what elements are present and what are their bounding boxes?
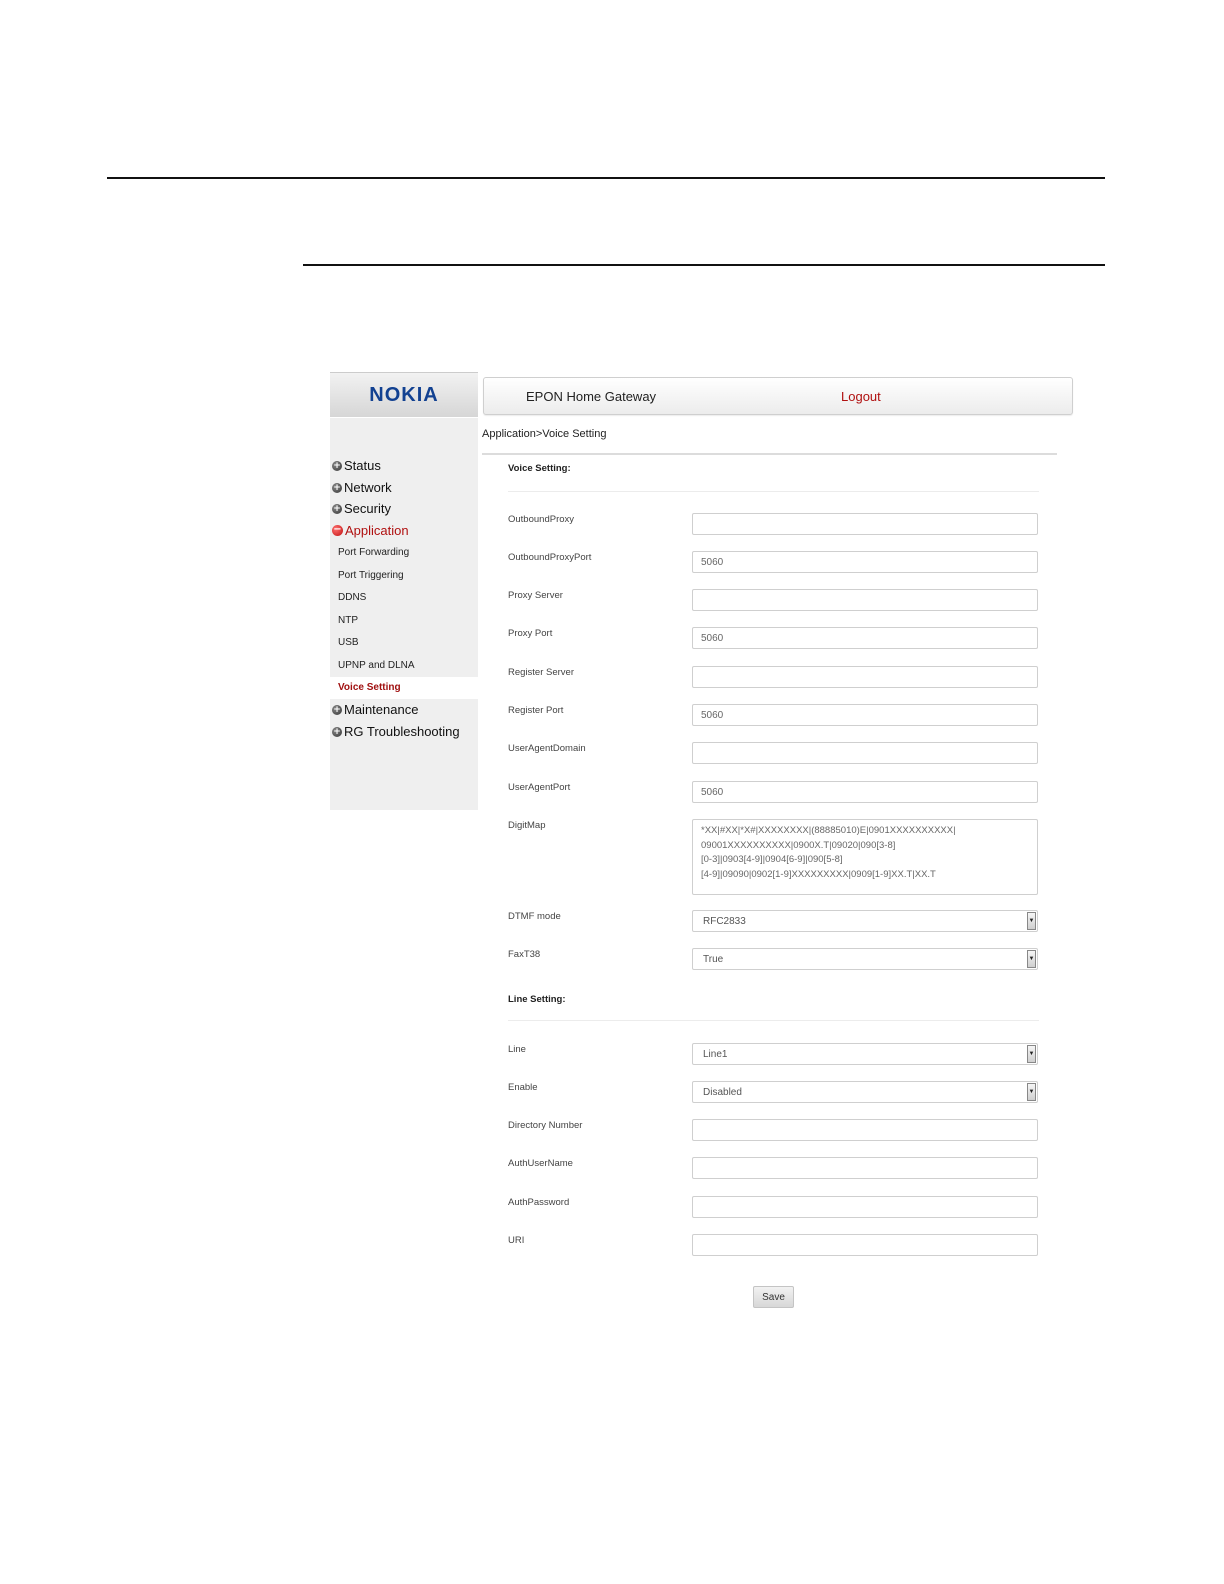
subnav-ddns[interactable]: DDNS [338,592,367,603]
proxy-port-label: Proxy Port [508,628,553,639]
enable-select[interactable] [692,1081,1038,1103]
nav-application[interactable] [332,523,409,538]
directory-number-label: Directory Number [508,1120,583,1131]
collapse-minus-icon: − [333,524,342,535]
user-agent-port-label: UserAgentPort [508,782,571,793]
voice-section-divider [508,491,1039,492]
nokia-logo: NOKIA [369,383,439,406]
outbound-proxy-input[interactable] [692,513,1038,535]
subnav-upnp-dlna[interactable]: UPNP and DLNA [338,660,415,671]
subnav-ntp[interactable]: NTP [338,615,358,626]
expand-plus-icon: + [333,704,341,715]
fax-t38-value: True [703,954,724,965]
register-port-label: Register Port [508,705,564,716]
chevron-down-icon: ▼ [1027,912,1036,930]
auth-password-input[interactable] [692,1196,1038,1218]
line-section-title: Line Setting: [508,994,566,1005]
nav-rg-troubleshooting[interactable] [332,724,460,739]
auth-password-label: AuthPassword [508,1197,570,1208]
outbound-proxy-port-label: OutboundProxyPort [508,552,592,563]
header-bar [483,377,1073,415]
chevron-down-icon: ▼ [1027,1045,1036,1063]
line-value: Line1 [703,1049,728,1060]
dtmf-mode-select[interactable] [692,910,1038,932]
logout-link[interactable]: Logout [841,389,881,404]
line-label: Line [508,1044,526,1055]
page-section-rule [303,264,1105,266]
dtmf-mode-label: DTMF mode [508,911,561,922]
nav-maintenance[interactable] [332,702,418,717]
breadcrumb: Application>Voice Setting [482,428,607,440]
nav-status-label: Status [344,458,381,473]
expand-plus-icon: + [333,503,341,514]
auth-user-name-label: AuthUserName [508,1158,573,1169]
register-port-input[interactable] [692,704,1038,726]
outbound-proxy-port-input[interactable] [692,551,1038,573]
line-section-divider [508,1020,1039,1021]
nav-network-label: Network [344,480,392,495]
subnav-port-triggering[interactable]: Port Triggering [338,570,404,581]
router-ui-screenshot [330,372,1078,1312]
dtmf-mode-value: RFC2833 [703,916,746,927]
expand-plus-icon: + [333,460,341,471]
subnav-port-forwarding[interactable]: Port Forwarding [338,547,410,558]
page-top-rule [107,177,1105,179]
fax-t38-label: FaxT38 [508,949,541,960]
directory-number-input[interactable] [692,1119,1038,1141]
outbound-proxy-label: OutboundProxy [508,514,575,525]
enable-value: Disabled [703,1087,742,1098]
uri-input[interactable] [692,1234,1038,1256]
user-agent-port-input[interactable] [692,781,1038,803]
nav-rg-troubleshooting-label: RG Troubleshooting [344,724,460,739]
proxy-port-input[interactable] [692,627,1038,649]
nav-status[interactable] [332,458,381,473]
fax-t38-select[interactable] [692,948,1038,970]
expand-plus-icon: + [333,482,341,493]
register-server-label: Register Server [508,667,574,678]
breadcrumb-divider [482,453,1057,455]
enable-label: Enable [508,1082,538,1093]
save-button[interactable]: Save [753,1286,794,1308]
nav-security[interactable] [332,501,391,516]
user-agent-domain-label: UserAgentDomain [508,743,586,754]
sidebar [330,418,478,810]
digitmap-label: DigitMap [508,820,546,831]
voice-section-title: Voice Setting: [508,463,571,474]
logo-area [330,372,478,417]
nav-application-label: Application [345,523,409,538]
nav-security-label: Security [344,501,391,516]
user-agent-domain-input[interactable] [692,742,1038,764]
chevron-down-icon: ▼ [1027,1083,1036,1101]
digitmap-textarea[interactable] [692,819,1038,895]
subnav-voice-setting[interactable]: Voice Setting [330,677,478,699]
subnav-usb[interactable]: USB [338,637,359,648]
uri-label: URI [508,1235,525,1246]
register-server-input[interactable] [692,666,1038,688]
proxy-server-input[interactable] [692,589,1038,611]
chevron-down-icon: ▼ [1027,950,1036,968]
auth-user-name-input[interactable] [692,1157,1038,1179]
nav-maintenance-label: Maintenance [344,702,419,717]
nav-network[interactable] [332,480,392,495]
expand-plus-icon: + [333,726,341,737]
header-title: EPON Home Gateway [526,389,657,404]
line-select[interactable] [692,1043,1038,1065]
proxy-server-label: Proxy Server [508,590,563,601]
